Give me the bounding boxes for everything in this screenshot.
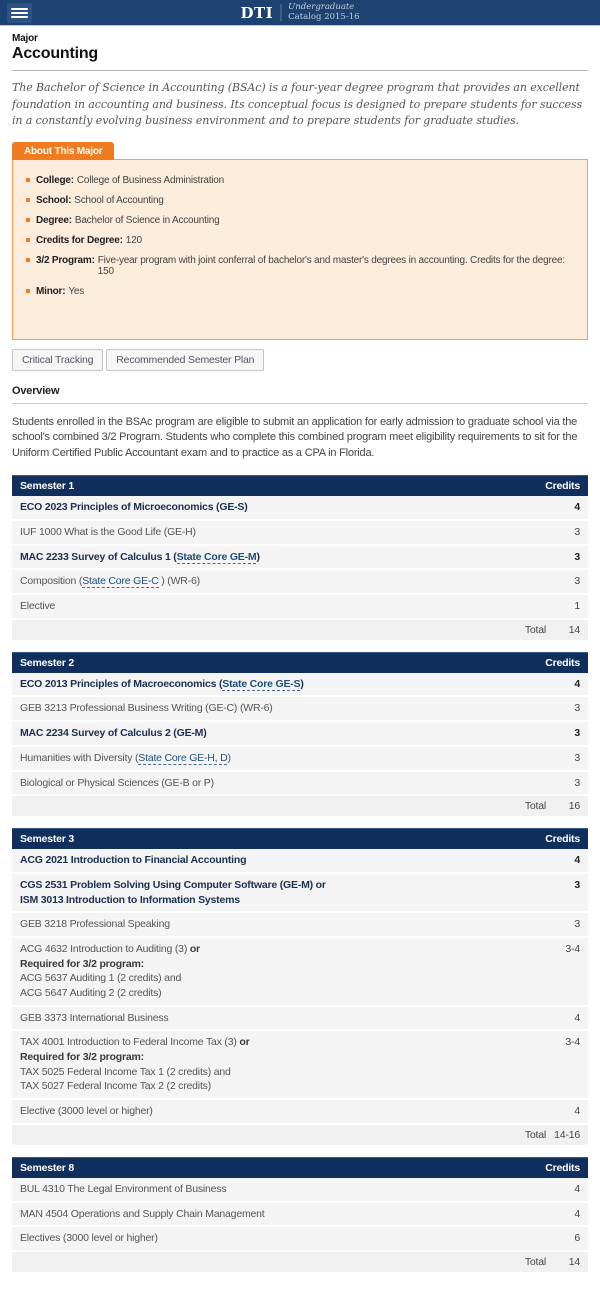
course-text-segment: CGS 2531 Problem Solving Using Computer Software (GE-M) or: [20, 878, 326, 891]
course-line: [20, 776, 536, 791]
course-text-segment: ): [300, 677, 304, 690]
credits-cell: 3: [574, 776, 580, 789]
course-row: [12, 874, 588, 913]
about-item: [26, 175, 574, 186]
about-item: [26, 255, 574, 277]
about-list: [26, 175, 574, 297]
credits-cell: 3-4: [565, 1036, 580, 1049]
site-logo[interactable]: [240, 0, 359, 25]
course-line: [20, 1079, 536, 1094]
course-row: [12, 496, 588, 521]
course-text-segment: Required for 3/2 program:: [20, 957, 144, 970]
course-text-segment: Composition (: [20, 575, 83, 588]
credits-cell: 3: [574, 702, 580, 715]
total-row: [12, 1125, 588, 1145]
hamburger-icon: [11, 8, 28, 10]
logo-text: DTI: [240, 3, 274, 22]
state-core-link[interactable]: State Core GE-M: [176, 550, 257, 563]
course-text-segment: ACG 5647 Auditing 2 (2 credits): [20, 987, 162, 999]
course-text: [20, 776, 546, 791]
logo-divider: [280, 4, 281, 21]
semester-title: Semester 8: [20, 1161, 75, 1174]
course-line: [20, 1035, 536, 1050]
total-value: 14: [568, 623, 580, 636]
course-line: [20, 550, 536, 565]
course-row: [12, 722, 588, 747]
about-item-label: School:: [36, 194, 72, 206]
semester-header: [12, 828, 588, 849]
course-text-segment: TAX 5027 Federal Income Tax 2 (2 credits): [20, 1080, 212, 1093]
page-kicker: Major: [12, 33, 38, 44]
course-text-segment: ACG 4632 Introduction to Auditing (3): [20, 942, 190, 955]
semester-header: [12, 652, 588, 673]
semester-title: Semester 1: [20, 480, 75, 493]
about-item-label: Degree:: [36, 214, 72, 226]
credits-cell: 4: [574, 1011, 580, 1024]
state-core-link[interactable]: State Core GE-H, D: [138, 751, 228, 764]
course-text: [20, 942, 546, 1001]
course-line: [20, 500, 536, 515]
semester-table: [12, 828, 588, 1145]
course-text: [20, 853, 546, 868]
course-row: [12, 747, 588, 772]
course-line: [20, 1065, 536, 1080]
course-text-segment: GEB 3373 International Business: [20, 1011, 169, 1024]
course-row: [12, 849, 588, 874]
about-item: [26, 215, 574, 226]
course-text-segment: ISM 3013 Introduction to Information Systems: [20, 893, 240, 906]
credits-cell: 6: [574, 1232, 580, 1245]
course-text: [20, 1035, 546, 1094]
course-text-segment: ECO 2023 Principles of Microeconomics (GE-S): [20, 501, 248, 514]
total-row: [12, 1252, 588, 1272]
total-label: Total: [524, 623, 546, 636]
course-text-segment: ) (WR-6): [158, 575, 200, 588]
bullet-icon: [26, 238, 30, 242]
course-text: [20, 1104, 546, 1119]
course-line: [20, 1231, 536, 1246]
total-label: Total: [524, 1255, 546, 1268]
course-text-segment: ACG 5637 Auditing 1 (2 credits) and: [20, 972, 182, 985]
course-line: [20, 942, 536, 957]
credits-cell: 3: [574, 526, 580, 538]
course-text-segment: ACG 2021 Introduction to Financial Accounting: [20, 854, 247, 867]
course-line: [20, 957, 536, 972]
semester-header: [12, 475, 588, 496]
about-box: [12, 159, 588, 340]
overview-paragraph: Students enrolled in the BSAc program are eligible to submit an application for early admission to graduate school via the school's combined 3/2 Program. Students who complete this combined program meet eligibility requirements to sit for the Uniform Certified Public Accountant exam and to practice as a CPA in Florida.: [12, 415, 578, 460]
credits-cell: 4: [574, 1207, 580, 1220]
total-label: Total: [524, 1128, 546, 1141]
action-buttons-row: [12, 349, 588, 371]
catalog-title: [288, 3, 359, 22]
course-line: [20, 917, 536, 932]
semester-table: [12, 652, 588, 816]
state-core-link[interactable]: State Core GE-C: [82, 575, 159, 588]
overview-heading: Overview: [12, 385, 588, 404]
course-text-segment: or: [239, 1036, 250, 1049]
course-text: [20, 701, 546, 716]
course-text-segment: GEB 3213 Professional Business Writing (GE-C) (WR-6): [20, 702, 273, 715]
course-line: [20, 893, 536, 908]
course-text: [20, 1011, 546, 1026]
course-text-segment: Humanities with Diversity (: [20, 751, 139, 764]
course-text-segment: ECO 2013 Principles of Macroeconomics (: [20, 677, 223, 690]
critical-tracking-button[interactable]: Critical Tracking: [12, 349, 103, 371]
credits-cell: 3: [574, 751, 580, 764]
total-label: Total: [524, 800, 546, 813]
course-line: [20, 1104, 536, 1119]
about-item: [26, 195, 574, 206]
course-text-segment: Biological or Physical Sciences (GE-B or P): [20, 776, 214, 789]
course-row: [12, 1100, 588, 1125]
catalog-line1: Undergraduate: [288, 2, 355, 13]
about-item: [26, 235, 574, 246]
course-row: [12, 1178, 588, 1203]
course-text: [20, 917, 546, 932]
course-line: [20, 574, 536, 589]
title-divider: [12, 70, 588, 71]
credits-cell: 3: [574, 550, 580, 563]
course-line: [20, 971, 536, 986]
course-text-segment: ): [256, 550, 260, 563]
course-text: [20, 1182, 546, 1197]
course-line: [20, 1207, 536, 1222]
about-item-label: College:: [36, 174, 74, 186]
credits-column-header: Credits: [545, 656, 580, 669]
credits-cell: 1: [574, 600, 580, 613]
course-text-segment: Elective (3000 level or higher): [20, 1105, 153, 1118]
credits-column-header: Credits: [545, 480, 580, 493]
page-title: Accounting: [12, 45, 98, 62]
course-line: [20, 726, 536, 741]
top-navbar: [0, 0, 600, 26]
credits-cell: 4: [574, 1182, 580, 1195]
about-this-major-tab: About This Major: [12, 142, 114, 160]
semester-title: Semester 2: [20, 656, 75, 669]
course-line: [20, 1182, 536, 1197]
menu-button[interactable]: [7, 3, 32, 23]
course-row: [12, 1007, 588, 1032]
course-text: [20, 525, 546, 540]
catalog-line2: Catalog 2015-16: [288, 11, 360, 22]
recommended-semester-plan-button[interactable]: Recommended Semester Plan: [106, 349, 264, 371]
course-row: [12, 595, 588, 620]
course-row: [12, 772, 588, 797]
course-text: [20, 1207, 546, 1222]
course-row: [12, 673, 588, 698]
course-row: [12, 546, 588, 571]
course-text: [20, 500, 546, 515]
course-text-segment: Required for 3/2 program:: [20, 1051, 144, 1064]
course-text-segment: TAX 5025 Federal Income Tax 1 (2 credits) and: [20, 1065, 231, 1078]
course-text-segment: GEB 3218 Professional Speaking: [20, 918, 170, 931]
course-line: [20, 1050, 536, 1065]
credits-cell: 3: [574, 878, 580, 891]
course-text: [20, 751, 546, 766]
about-item-value: Five-year program with joint conferral of bachelor's and master's degrees in accounting. Credits for the degree: 150: [97, 254, 565, 277]
course-text: [20, 726, 546, 741]
course-line: [20, 525, 536, 540]
course-row: [12, 1203, 588, 1228]
course-row: [12, 1031, 588, 1100]
course-text-segment: IUF 1000 What is the Good Life (GE-H): [20, 526, 196, 538]
course-text-segment: ): [227, 751, 231, 764]
course-line: [20, 1011, 536, 1026]
bullet-icon: [26, 178, 30, 182]
course-line: [20, 878, 536, 893]
about-item-label: Credits for Degree:: [36, 234, 123, 246]
credits-cell: 3: [574, 575, 580, 588]
course-text-segment: TAX 4001 Introduction to Federal Income Tax (3): [20, 1036, 240, 1049]
course-row: [12, 521, 588, 546]
about-item-value: College of Business Administration: [76, 174, 225, 186]
credits-column-header: Credits: [545, 1161, 580, 1174]
course-line: [20, 986, 536, 1001]
intro-paragraph: The Bachelor of Science in Accounting (BSAc) is a four-year degree program that provides an excellent foundation in accounting and business. Its conceptual focus is designed to prepare students for success in a constantly evolving business environment and to prepare students for graduate studies.: [12, 81, 583, 127]
about-item-value: School of Accounting: [74, 194, 164, 206]
credits-cell: 4: [574, 1105, 580, 1118]
semester-table: [12, 475, 588, 639]
total-value: 14: [568, 1255, 580, 1268]
course-row: [12, 697, 588, 722]
credits-column-header: Credits: [545, 833, 580, 846]
course-line: [20, 677, 536, 692]
about-item-label: Minor:: [36, 285, 66, 297]
credits-cell: 4: [574, 677, 580, 690]
course-text: [20, 599, 546, 614]
about-item-value: Yes: [68, 285, 85, 297]
semester-title: Semester 3: [20, 833, 75, 846]
course-line: [20, 853, 536, 868]
course-text: [20, 1231, 546, 1246]
course-row: [12, 938, 588, 1007]
course-text-segment: BUL 4310 The Legal Environment of Business: [20, 1182, 227, 1195]
course-row: [12, 913, 588, 938]
course-text: [20, 550, 546, 565]
semester-header: [12, 1157, 588, 1178]
course-line: [20, 701, 536, 716]
credits-cell: 3: [574, 918, 580, 931]
course-text: [20, 878, 546, 907]
semester-table: [12, 1157, 588, 1272]
course-text-segment: Elective: [20, 600, 56, 613]
course-text: [20, 677, 546, 692]
course-row: [12, 1227, 588, 1252]
total-value: 16: [568, 800, 580, 813]
bullet-icon: [26, 258, 30, 262]
semester-tables: [12, 475, 588, 1272]
about-item-value: Bachelor of Science in Accounting: [74, 214, 220, 226]
course-text-segment: MAN 4504 Operations and Supply Chain Management: [20, 1207, 265, 1220]
state-core-link[interactable]: State Core GE-S: [222, 677, 301, 690]
bullet-icon: [26, 218, 30, 222]
credits-cell: 4: [574, 501, 580, 514]
bullet-icon: [26, 289, 30, 293]
credits-cell: 3: [574, 727, 580, 740]
course-line: [20, 751, 536, 766]
total-row: [12, 796, 588, 816]
about-item-value: 120: [125, 234, 142, 246]
credits-cell: 4: [574, 854, 580, 867]
course-text-segment: MAC 2233 Survey of Calculus 1 (: [20, 550, 177, 563]
course-text-segment: MAC 2234 Survey of Calculus 2 (GE-M): [20, 727, 207, 740]
bullet-icon: [26, 198, 30, 202]
about-item-label: 3/2 Program:: [36, 254, 95, 266]
total-row: [12, 620, 588, 640]
about-item: [26, 286, 574, 297]
course-line: [20, 599, 536, 614]
course-row: [12, 570, 588, 595]
course-text-segment: or: [189, 942, 200, 955]
course-text-segment: Electives (3000 level or higher): [20, 1232, 158, 1245]
credits-cell: 3-4: [565, 942, 580, 955]
course-text: [20, 574, 546, 589]
page-content: [0, 26, 600, 1294]
total-value: 14-16: [554, 1128, 580, 1141]
